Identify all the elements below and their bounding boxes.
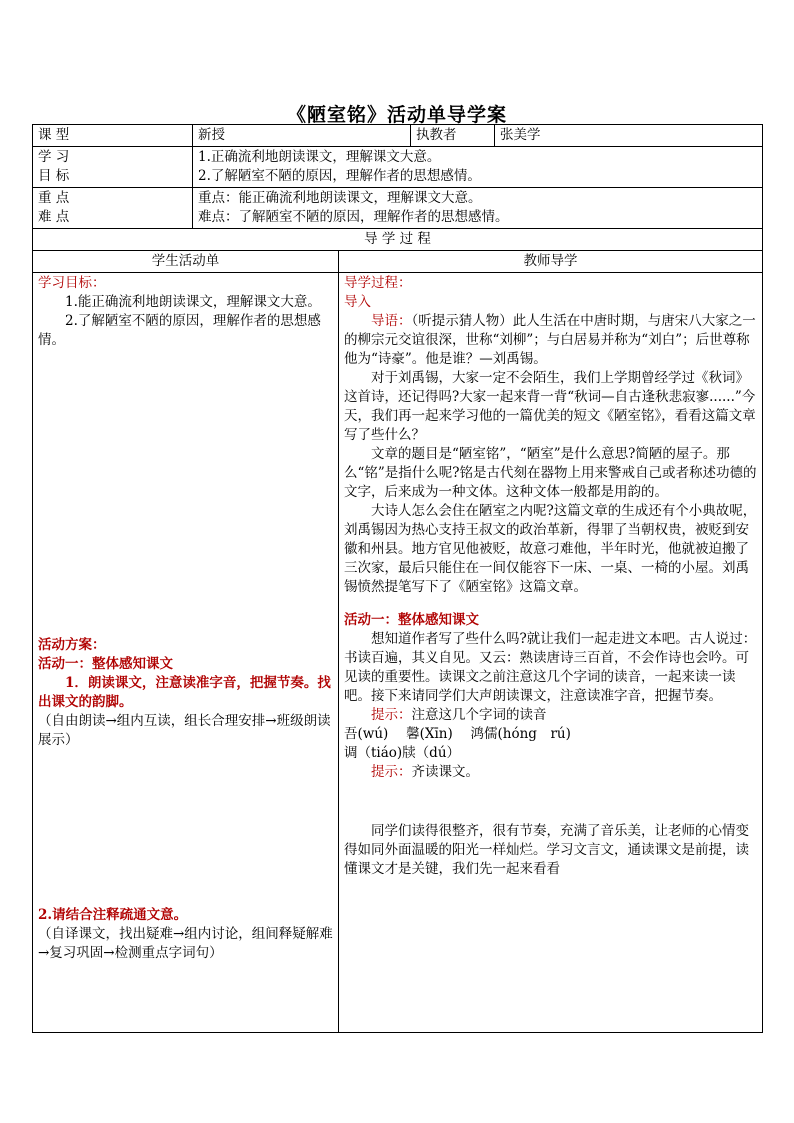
intro-heading: 导入 [344,294,371,310]
intro-text: （听提示猜人物）此人生活在中唐时期，与唐宋八大家之一的柳宗元交谊很深，世称“刘柳”；与白居易并称为“刘白”；后世尊称他为“诗豪”。他是谁？—刘禹锡。 [344,313,756,367]
difficulty-text: 难点：了解陋室不陋的原因，理解作者的思想感情。 [198,209,509,225]
hint-label-1: 提示： [371,707,412,723]
focus-text: 重点：能正确流利地朗读课文，理解课文大意。 [198,190,482,206]
paragraph-2: 对于刘禹锡，大家一定不会陌生，我们上学期曾经学过《秋词》这首诗，还记得吗?大家一起来背一背“秋词—自古逢秋悲寂寥......”今天，我们再一起来学习他的一篇优美的短文《陋室铭》，看看这篇文章写了些什么？ [344,370,756,443]
goals-content [193,147,763,188]
hint-text-1: 注意这几个字词的读音 [411,707,547,723]
plan-heading: 活动方案： [38,637,106,653]
left-goal-2: 2.了解陋室不陋的原因，理解作者的思想感情。 [38,313,321,348]
goals-label [33,147,193,188]
hint-text-2: 齐读课文。 [411,764,479,780]
content-row [33,273,763,1033]
keypoints-content [193,188,763,229]
right-activity1-heading: 活动一：整体感知课文 [344,612,479,628]
intro-label: 导语： [371,313,412,329]
task2-heading: 2.请结合注释疏通文意。 [38,907,188,923]
left-activity1-heading: 活动一：整体感知课文 [38,656,173,672]
left-goals-heading: 学习目标： [38,275,106,291]
column-header-row [33,251,763,273]
task2-note: （自译课文，找出疑难→组内讨论，组间释疑解难→复习巩固→检测重点字词句） [38,926,333,961]
activity1-note: （自由朗读→组内互读，组长合理安排→班级朗读展示） [38,713,331,748]
teacher-column-header: 教师导学 [339,251,763,273]
left-goal-1: 1.能正确流利地朗读课文，理解课文大意。 [65,294,321,310]
lesson-plan-table [32,124,763,1033]
keypoints-label-line-2: 难 点 [38,209,70,225]
keypoints-row [33,188,763,229]
pronunciation-line-1: 吾(wú) 馨(Xīn) 鸿儒(hóng rú) [344,726,571,742]
teacher-guide-column [339,273,763,1033]
document-title: 《陋室铭》活动单导学案 [286,104,507,126]
intro-paragraph [344,312,757,369]
paragraph-4: 大诗人怎么会住在陋室之内呢?这篇文章的生成还有个小典故呢，刘禹锡因为热心支持王叔文的政治革新，得罪了当朝权贵，被贬到安徽和州县。地方官见他被贬，故意刁难他，半年时光，他就被迫搬了三次家，最后只能住在一间仅能容下一床、一桌、一椅的小屋。刘禹锡愤然提笔写下了《陋室铭》这篇文章。 [344,503,757,595]
hint-label-2: 提示： [371,764,412,780]
goal-item: 2.了解陋室不陋的原因，理解作者的思想感情。 [198,168,481,184]
teacher-label: 执教者 [411,125,495,147]
teacher-value: 张美学 [495,125,763,147]
paragraph-5: 想知道作者写了些什么吗?就让我们一起走进文本吧。古人说过：书读百遍，其义自见。又云：熟读唐诗三百首，不会作诗也会吟。可见读的重要性。读课文之前注意这几个字词的读音，一起来读一读吧。接下来请同学们大声朗读课文，注意读准字音，把握节奏。 [344,631,757,704]
goals-label-line-2: 目 标 [38,168,70,184]
student-column-header: 学生活动单 [33,251,339,273]
paragraph-3: 文章的题目是“陋室铭”，“陋室”是什么意思?简陋的屋子。那么“铭”是指什么呢?铭是古代刻在器物上用来警戒自己或者称述功德的文字，后来成为一种文体。这种文体一般都是用韵的。 [344,446,757,500]
pronunciation-line-2: 调（tiáo)牍（dú） [344,745,461,761]
process-title-row [33,229,763,251]
course-type-label: 课 型 [33,125,193,147]
keypoints-label [33,188,193,229]
goals-row [33,147,763,188]
hint-2 [344,763,757,782]
paragraph-6: 同学们读得很整齐，很有节奏，充满了音乐美，让老师的心情变得如同外面温暖的阳光一样灿烂。学习文言文，通读课文是前提，读懂课文才是关键，我们先一起来看看 [344,823,749,877]
process-heading: 导学过程： [344,275,412,291]
course-type-value: 新授 [193,125,411,147]
student-activity-column [33,273,339,1033]
keypoints-label-line-1: 重 点 [38,190,70,206]
activity1-task: 1．朗读课文，注意读准字音，把握节奏。找出课文的韵脚。 [38,675,331,710]
process-title: 导 学 过 程 [33,229,763,251]
hint-1 [344,706,757,725]
goals-label-line-1: 学 习 [38,149,70,165]
course-type-row [33,125,763,147]
goal-item: 1.正确流利地朗读课文，理解课文大意。 [198,149,441,165]
